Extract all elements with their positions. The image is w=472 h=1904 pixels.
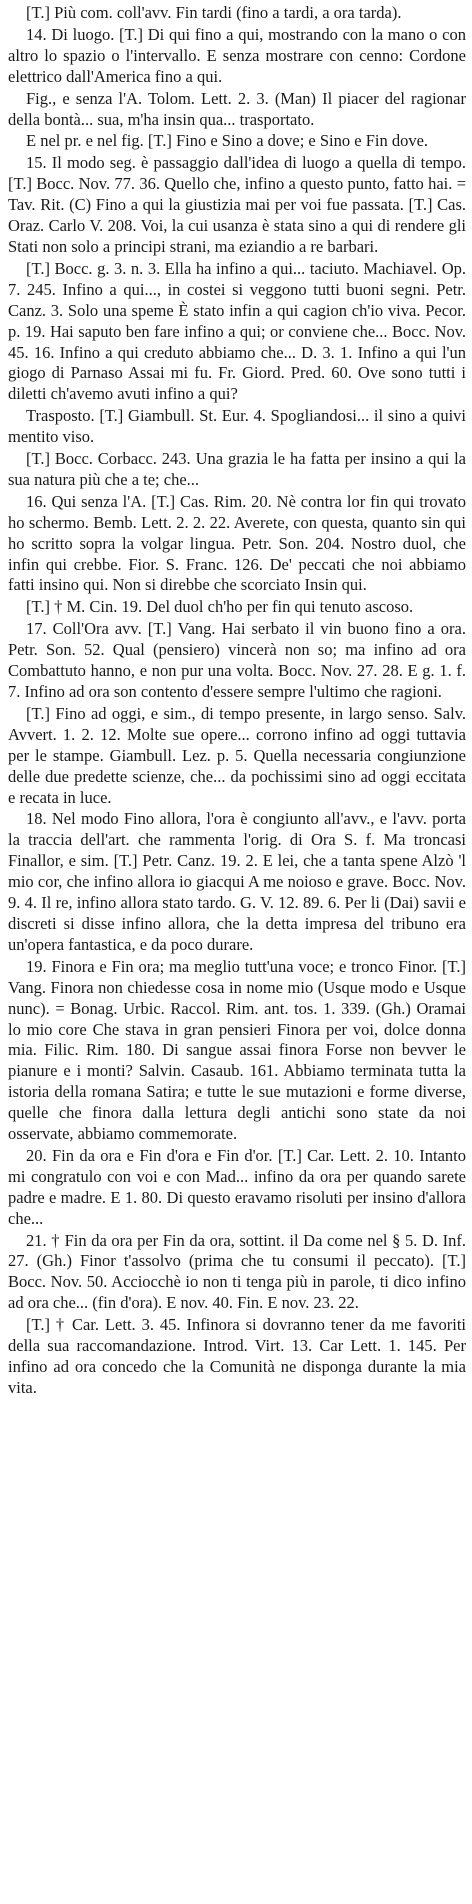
- entry-paragraph-19: 19. Finora e Fin ora; ma meglio tutt'una voce; e tronco Finor. [T.] Vang. Finora non chiedesse cosa in nome mio (Usque modo e Usque nunc). = Bonag. Urbic. Raccol. Rim. ant. tos. 1. 339. (Gh.) Oramai lo mio core Che stava in gran pensieri Finora per voi, dolce donna mia. Filic. Rim. 180. Di sangue assai finora Forse non bevver le pianure e i monti? Salvin. Casaub. 161. Abbiamo terminata tutta la istoria della romana Satira; e tutte le sue mutazioni e forme diverse, quelle che finora dalla lettura degli antichi sono state da noi osservate, abbiamo commemorate.: [8, 956, 466, 1144]
- entry-paragraph-15: 15. Il modo seg. è passaggio dall'idea di luogo a quella di tempo. [T.] Bocc. Nov. 77. 36. Quello che, infino a questo punto, fatto hai. = Tav. Rit. (C) Fino a qui la giustizia mai per voi fue passata. [T.] Cas. Oraz. Carlo V. 208. Voi, la cui usanza è stata sino a qui di rendere gli Stati non solo a principi strani, ma eziandio a re barbari.: [8, 153, 466, 256]
- entry-paragraph-16-cin: [T.] † M. Cin. 19. Del duol ch'ho per fin qui tenuto ascoso.: [26, 597, 414, 617]
- entry-paragraph-18: 18. Nel modo Fino allora, l'ora è congiunto all'avv., e l'avv. porta la traccia dell'art. che rammenta l'orig. di Ora S. f. Ma troncasi Finallor, e sim. [T.] Petr. Canz. 19. 2. E lei, che a tanta spene Alzò 'l mio cor, che infino allora io giacqui A me noioso e grave. Bocc. Nov. 9. 4. Il re, infino allora stato tardo. G. V. 12. 89. 6. Per li (Dai) savii e discreti si disse infino allora, che la detta impresa del tribuno era un'opera fantastica, e da poco durare.: [8, 809, 466, 954]
- entry-paragraph-20: 20. Fin da ora e Fin d'ora e Fin d'or. [T.] Car. Lett. 2. 10. Intanto mi congratulo con voi e con Mad... infino da ora per quando sarete padre e madre. E 1. 80. Di questo eravamo risoluti per insino d'allora che...: [8, 1145, 466, 1228]
- entry-paragraph-17: 17. Coll'Ora avv. [T.] Vang. Hai serbato il vin buono fino a ora. Petr. Son. 52. Qual (pensiero) vincerà non so; ma infino ad ora Combattuto hanno, e non pur una volta. Bocc. Nov. 27. 28. E g. 1. f. 7. Infino ad ora son contento d'essere sempre l'ultimo che ragioni.: [8, 619, 466, 701]
- entry-paragraph-17-oggi: [T.] Fino ad oggi, e sim., di tempo presente, in largo senso. Salv. Avvert. 1. 2. 12. Molte sue opere... corrono infino ad oggi tuttavia per le stampe. Giambull. Lez. p. 5. Quella necessaria congiunzione delle due predette scienze, che... da pochissimi sino ad oggi eccitata e recata in luce.: [8, 703, 466, 807]
- entry-paragraph-intro: [T.] Più com. coll'avv. Fin tardi (fino a tardi, a ora tarda).: [26, 3, 402, 22]
- entry-paragraph-21: 21. † Fin da ora per Fin da ora, sottint. il Da come nel § 5. D. Inf. 27. (Gh.) Finor t'assolvo (prima che tu consumi il peccato). [T.] Bocc. Nov. 50. Acciocchè io non ti tenga più in parole, ti dico infino ad ora che... (fin d'ora). E nov. 40. Fin. E nov. 23. 22.: [8, 1230, 466, 1313]
- entry-paragraph-15-examples: [T.] Bocc. g. 3. n. 3. Ella ha infino a qui... taciuto. Machiavel. Op. 7. 245. Infino a qui..., in costei si veggono tutti buoni segni. Petr. Canz. 3. Solo una speme È stato infin a qui cagion ch'io viva. Pecor. p. 19. Hai saputo ben fare infino a qui; or conviene che... Bocc. Nov. 45. 16. Infino a qui creduto abbiamo che... D. 3. 1. Infino a qui l'un giogo di Parnaso Assai mi fu. Fr. Giord. Pred. 60. Ove sono tutti i diletti ch'avemo avuti infino a qui?: [8, 258, 466, 404]
- entry-paragraph-15-trasposto: Trasposto. [T.] Giambull. St. Eur. 4. Spogliandosi... il sino a quivi mentito viso.: [8, 406, 466, 447]
- entry-paragraph-14-pr-fig: E nel pr. e nel fig. [T.] Fino e Sino a dove; e Sino e Fin dove.: [26, 131, 429, 151]
- entry-paragraph-15-corbacc: [T.] Bocc. Corbacc. 243. Una grazia le ha fatta per insino a qui la sua natura più che a te; che...: [8, 449, 466, 489]
- entry-paragraph-14-fig: Fig., e senza l'A. Tolom. Lett. 2. 3. (Man) Il piacer del ragionar della bontà... sua, m'ha insin qua... trasportato.: [8, 88, 466, 129]
- entry-paragraph-14: 14. Di luogo. [T.] Di qui fino a qui, mostrando con la mano o con altro lo spazio o l'intervallo. E senza mostrare con cenno: Cordone elettrico dall'America fino a qui.: [8, 24, 466, 86]
- entry-paragraph-21-car: [T.] † Car. Lett. 3. 45. Infinora si dovranno tener da me favoriti della sua raccomandazione. Introd. Virt. 13. Car Lett. 1. 145. Per infino ad ora concedo che la Comunità ne disponga durante la mia vita.: [8, 1315, 466, 1397]
- entry-paragraph-16: 16. Qui senza l'A. [T.] Cas. Rim. 20. Nè contra lor fin qui trovato ho schermo. Bemb. Lett. 2. 2. 22. Averete, con questa, quanto sin qui ho scritto sopra la volgar lingua. Petr. Son. 204. Nostro duol, che infin qui crebbe. Fior. S. Franc. 126. De' peccati che noi abbiamo fatti insino qui. Non si direbbe che scorciato Insin qui.: [8, 491, 466, 595]
